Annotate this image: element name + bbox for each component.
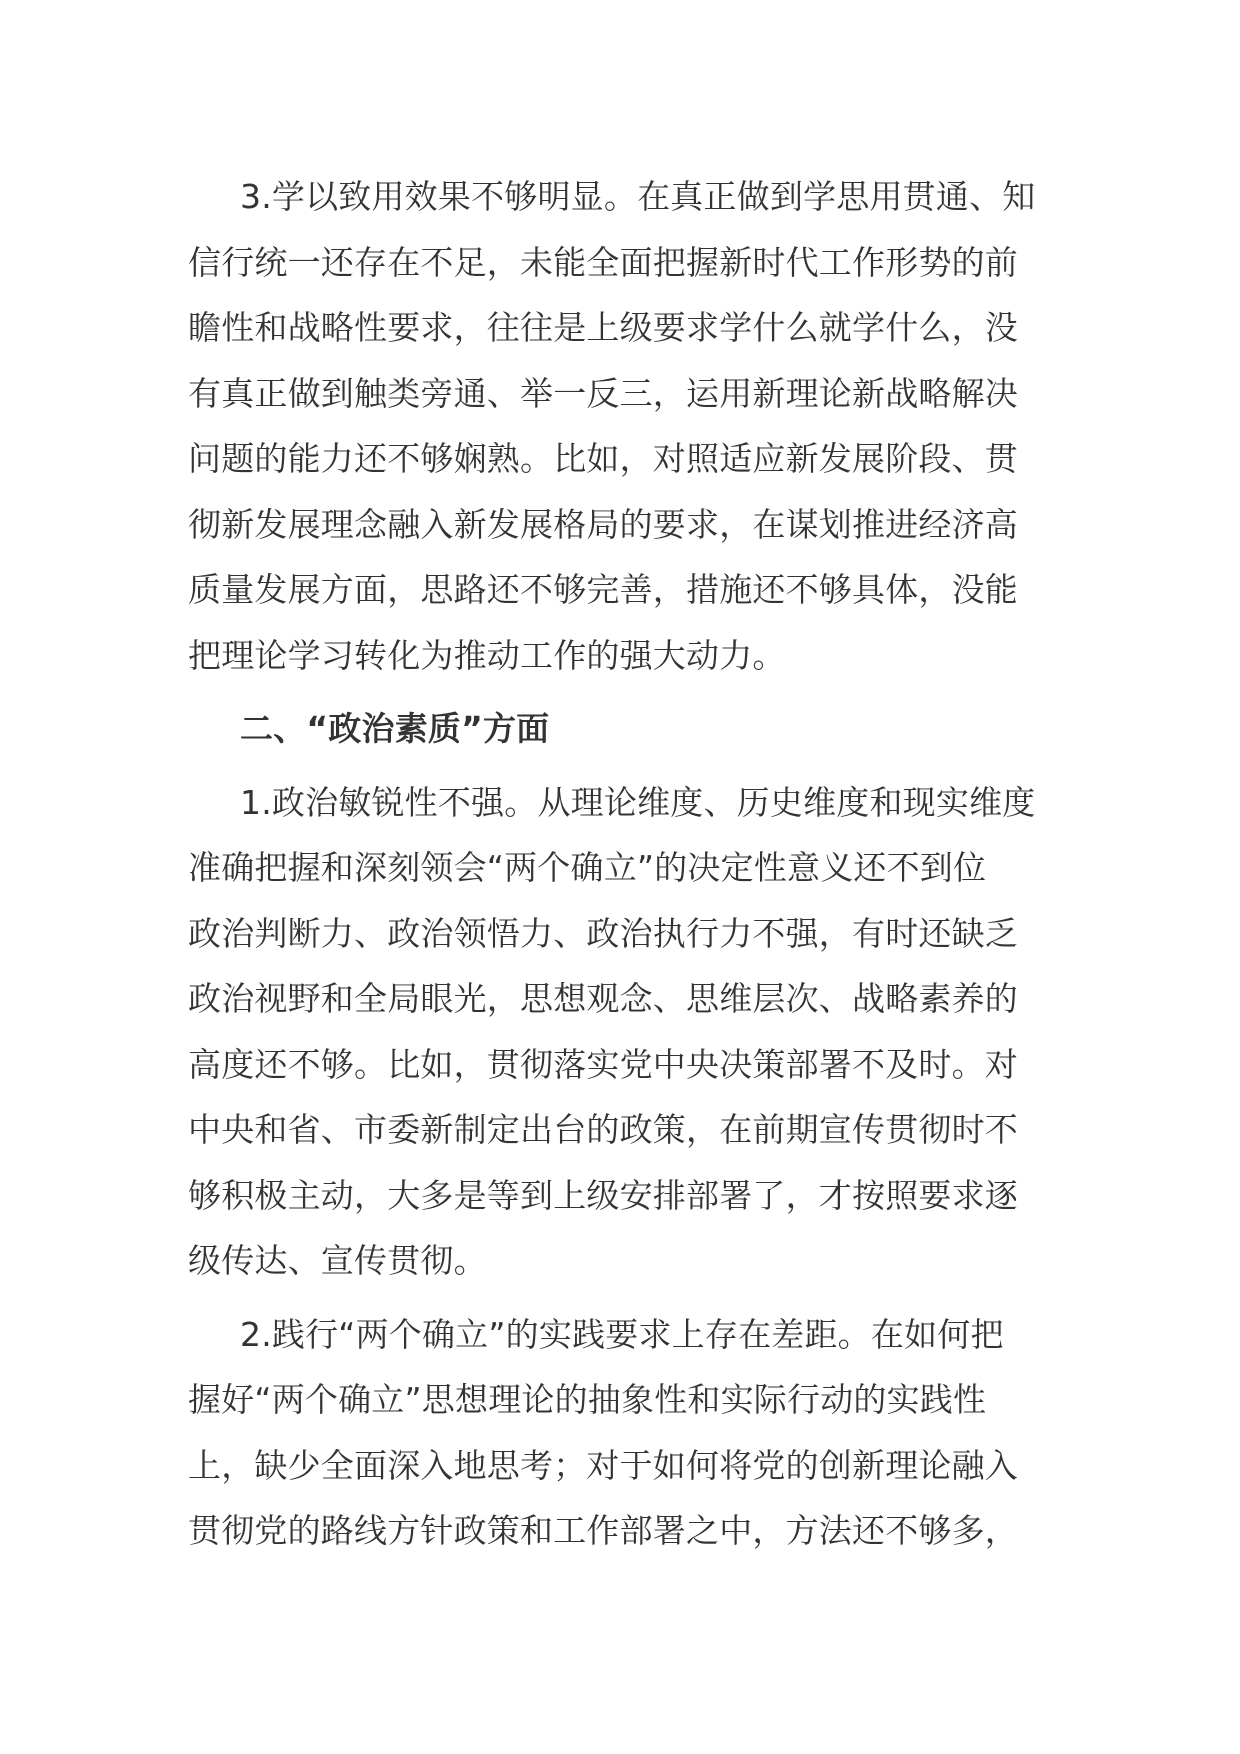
paragraph-line: 准确把握和深刻领会“两个确立”的决定性意义还不到位 <box>188 848 987 887</box>
paragraph-line: 政治视野和全局眼光，思想观念、思维层次、战略素养的 <box>188 979 1018 1018</box>
paragraph-line: 彻新发展理念融入新发展格局的要求，在谋划推进经济高 <box>188 504 1018 544</box>
paragraph-line: 够积极主动，大多是等到上级安排部署了，才按照要求逐 <box>188 1175 1018 1215</box>
paragraph-practice-gap <box>188 1302 1060 1564</box>
document-body <box>188 164 1060 1572</box>
paragraph-line: 中央和省、市委新制定出台的政策，在前期宣传贯彻时不 <box>188 1110 1018 1149</box>
paragraph-line: 有真正做到触类旁通、举一反三，运用新理论新战略解决 <box>188 373 1018 413</box>
section-heading: 二、“政治素质”方面 <box>240 709 550 748</box>
paragraph-line: 质量发展方面，思路还不够完善，措施还不够具体，没能 <box>188 570 1018 609</box>
paragraph-learning-application <box>188 164 1060 688</box>
paragraph-line: 贯彻党的路线方针政策和工作部署之中，方法还不够多， <box>188 1511 1018 1550</box>
paragraph-political-sensitivity <box>188 770 1060 1294</box>
paragraph-line: 握好“两个确立”思想理论的抽象性和实际行动的实践性 <box>188 1380 987 1419</box>
paragraph-line: 3.学以致用效果不够明显。在真正做到学思用贯通、知 <box>240 177 1036 216</box>
paragraph-line: 高度还不够。比如，贯彻落实党中央决策部署不及时。对 <box>188 1044 1018 1084</box>
paragraph-line: 2.践行“两个确立”的实践要求上存在差距。在如何把 <box>240 1314 1004 1354</box>
paragraph-line: 问题的能力还不够娴熟。比如，对照适应新发展阶段、贯 <box>188 439 1018 478</box>
paragraph-line: 瞻性和战略性要求，往往是上级要求学什么就学什么，没 <box>188 308 1018 347</box>
paragraph-line: 级传达、宣传贯彻。 <box>188 1241 487 1280</box>
paragraph-line: 信行统一还存在不足，未能全面把握新时代工作形势的前 <box>188 242 1018 282</box>
paragraph-line: 1.政治敏锐性不强。从理论维度、历史维度和现实维度 <box>240 782 1036 822</box>
paragraph-line: 把理论学习转化为推动工作的强大动力。 <box>188 635 786 675</box>
paragraph-line: 政治判断力、政治领悟力、政治执行力不强，有时还缺乏 <box>188 913 1018 953</box>
paragraph-line: 上，缺少全面深入地思考；对于如何将党的创新理论融入 <box>188 1445 1018 1485</box>
